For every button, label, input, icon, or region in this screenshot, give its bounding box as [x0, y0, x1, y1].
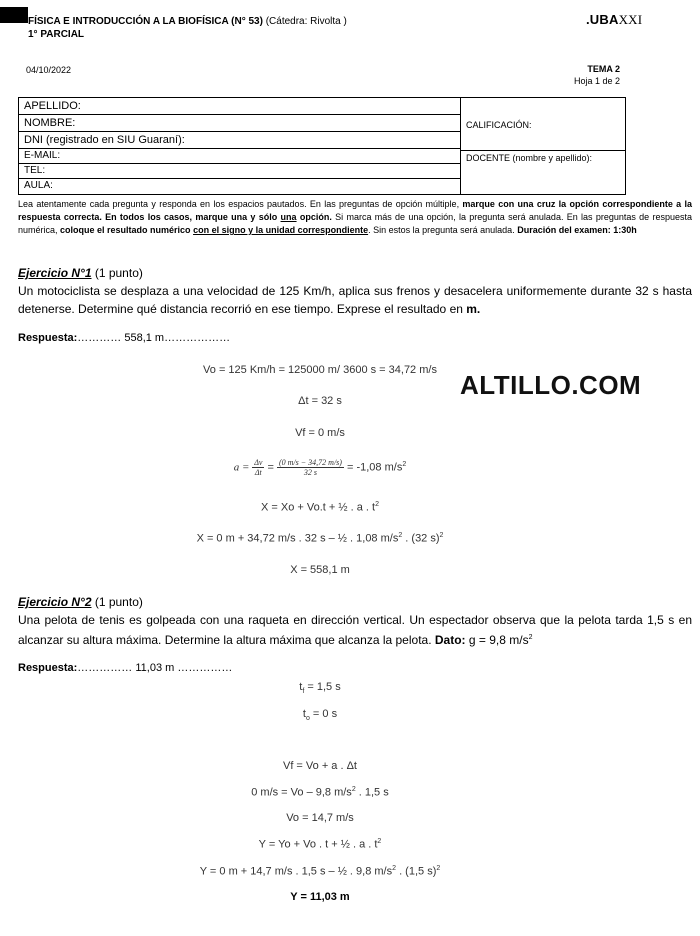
exam-date: 04/10/2022	[26, 65, 72, 75]
tel-field[interactable]: TEL:	[19, 164, 460, 179]
ej2-step-vo: Vo = 14,7 m/s	[286, 812, 354, 824]
exercise-1-title: Ejercicio N°1 (1 punto)	[18, 266, 143, 280]
ej1-step-formula: X = Xo + Vo.t + ½ . a . $t^2$	[261, 501, 379, 514]
uba-xxi-logo: .UBAXXI	[586, 12, 643, 27]
instructions: Lea atentamente cada pregunta y responda en los espacios pautados. En las preguntas de opción múltiple, marque con una cruz la opción correspondiente a la respuesta correcta. En todos los casos, marque una y sólo una opción. Si marca más de una opción, la pregunta será anulada. En las preguntas de respuesta numérica, coloque el resultado numérico con el signo y la unidad correspondiente. Sin estos la pregunta será anulada. Duración del examen: 1:30h	[18, 199, 693, 235]
ej2-step-to: $t_o = 0$ s	[302, 708, 338, 723]
calificacion-field[interactable]: CALIFICACIÓN:	[466, 120, 532, 130]
email-field[interactable]: E-MAIL:	[19, 149, 460, 164]
ej2-step-vo-eq: 0 m/s = Vo – 9,8 $m/s^2$ . 1,5 s	[251, 786, 389, 799]
exam-subtitle: 1° PARCIAL	[28, 29, 85, 40]
page-number: Hoja 1 de 2	[573, 76, 620, 86]
exercise-1-answer: Respuesta:………… 558,1 m………………	[18, 332, 231, 344]
ej2-step-tf: $t_f = 1,5$ s	[299, 681, 341, 696]
header-black-bar	[0, 7, 28, 23]
ej1-step-dt: Δt = 32 s	[298, 395, 342, 407]
exercise-1-text: Un motociclista se desplaza a una velocidad de 125 Km/h, aplica sus frenos y desacelera uniformemente durante 32 s hasta detenerse. Determine qué distancia recorrió en ese tiempo. Exprese el resultado en m.	[18, 284, 692, 316]
ej1-step-substitution: X = 0 m + 34,72 m/s . 32 s – ½ . 1,08 $m/s^2$ . (32 s)$^2$	[196, 532, 444, 545]
docente-field[interactable]: DOCENTE (nombre y apellido):	[466, 153, 593, 163]
ej2-step-substitution: Y = 0 m + 14,7 m/s . 1,5 s – ½ . 9,8 $m/s^2$ . (1,5 s)$^2$	[199, 865, 441, 878]
ej2-step-result: Y = 11,03 m	[290, 891, 350, 903]
ej1-step-vf: Vf = 0 m/s	[295, 427, 345, 439]
ej1-step-accel: a = $\frac{\Delta v}{\Delta t}$ = $\frac{(0 m/s - 34,72 m/s)}{32 s}$ = -1,08 $m/s^2$	[233, 458, 407, 477]
altillo-watermark: ALTILLO.COM	[460, 370, 642, 400]
form-divider	[461, 150, 625, 151]
aula-field[interactable]: AULA:	[24, 180, 53, 191]
apellido-field[interactable]: APELLIDO:	[19, 98, 460, 115]
exercise-2-text: Una pelota de tenis es golpeada con una raqueta en dirección vertical. Un espectador observa que la pelota tarda 1,5 s en alcanzar su altura máxima. Determine la altura máxima que alcanza la pelota. Dato: g = 9,8 $m/s^2$	[18, 613, 692, 647]
ej1-step-vo: Vo = 125 Km/h = 125000 m/ 3600 s = 34,72 m/s	[203, 364, 437, 376]
tema-label: TEMA 2	[587, 64, 620, 74]
exercise-2-answer: Respuesta:…………… 11,03 m ……………	[18, 662, 233, 674]
student-info-form	[18, 97, 626, 195]
course-title: FÍSICA E INTRODUCCIÓN A LA BIOFÍSICA (N° 53) (Cátedra: Rivolta )	[28, 16, 347, 27]
dni-field[interactable]: DNI (registrado en SIU Guaraní):	[19, 132, 460, 149]
exercise-2-title: Ejercicio N°2 (1 punto)	[18, 595, 143, 609]
nombre-field[interactable]: NOMBRE:	[19, 115, 460, 132]
ej1-step-result: X = 558,1 m	[290, 564, 350, 576]
ej2-step-vf: Vf = Vo + a . Δt	[282, 760, 357, 772]
ej2-step-formula: Y = Yo + Vo . t + ½ . a . $t^2$	[258, 838, 382, 851]
